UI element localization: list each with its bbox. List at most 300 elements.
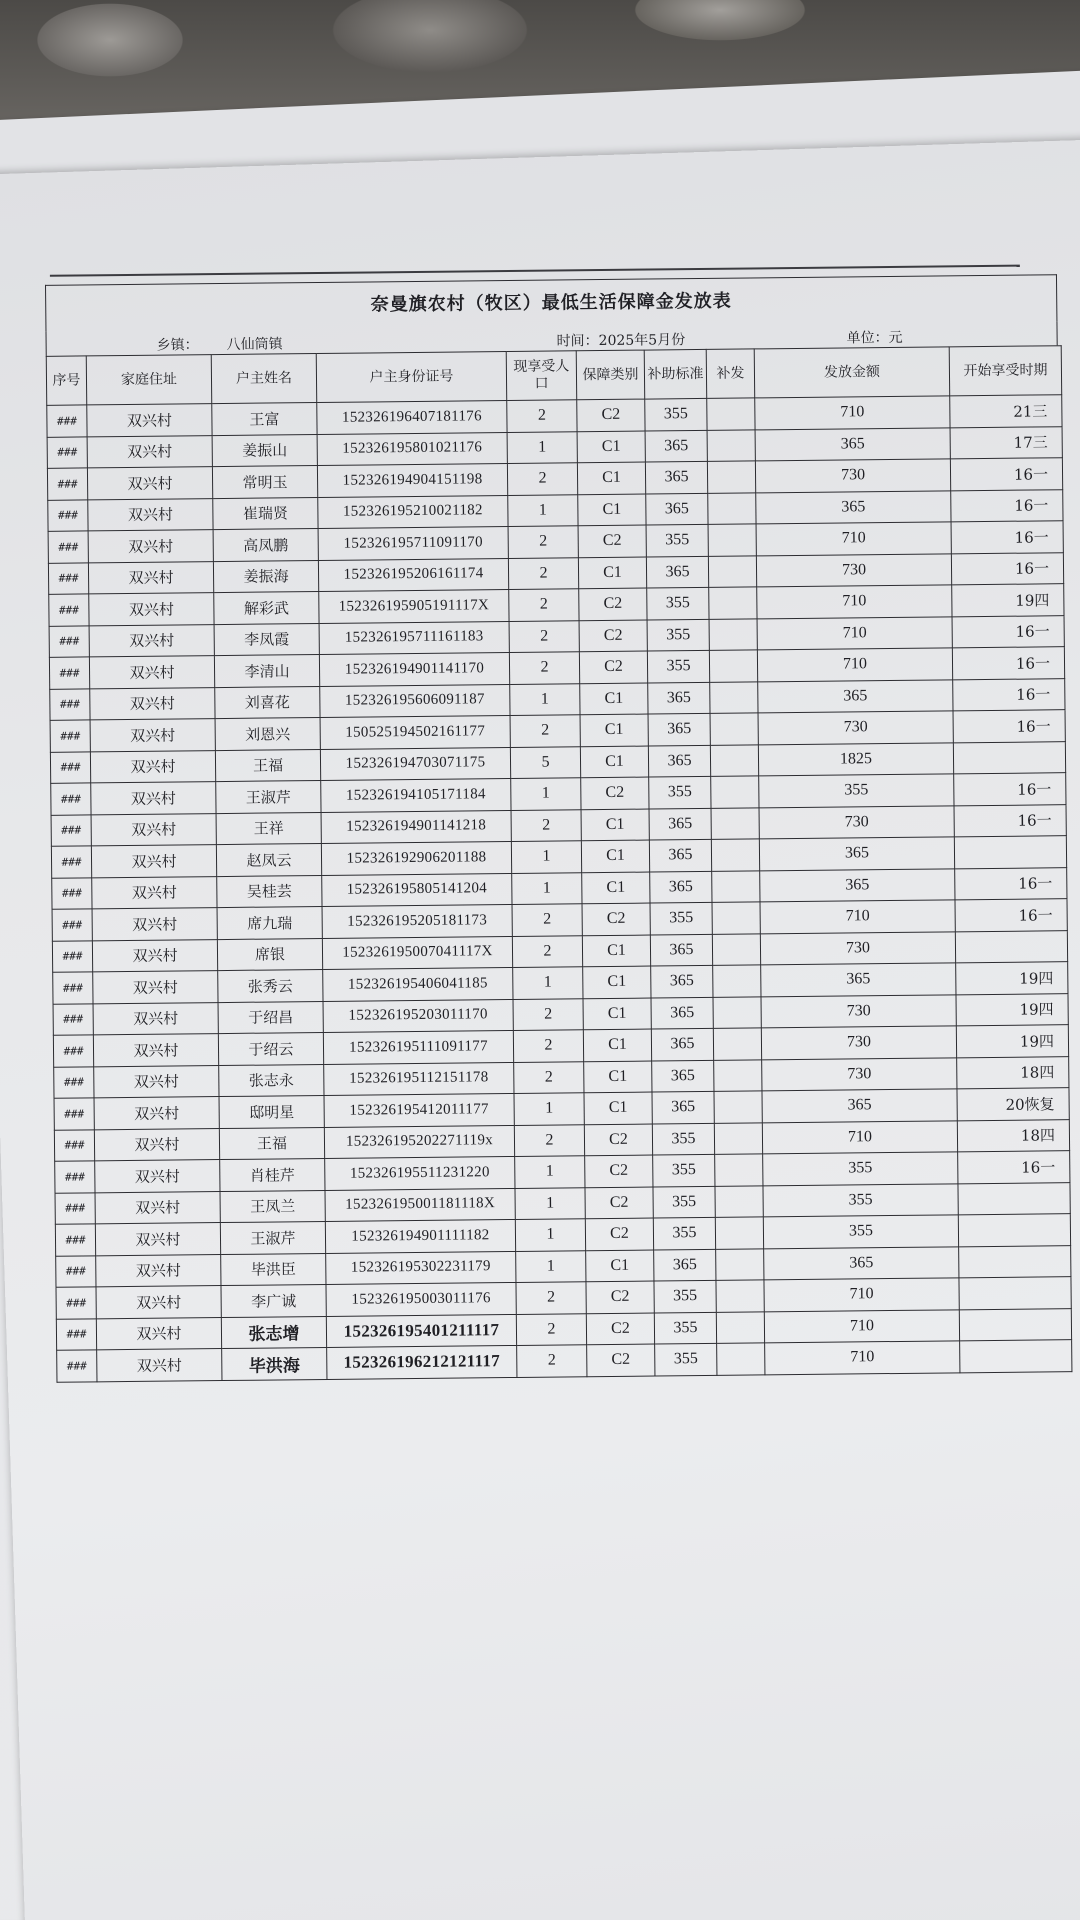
cell-standard: 355	[646, 524, 708, 556]
cell-seq: ###	[54, 1129, 94, 1161]
cell-id: 150525194502161177	[320, 715, 510, 748]
cell-seq: ###	[52, 909, 92, 941]
cell-category: C2	[585, 1155, 653, 1187]
cell-back-pay	[715, 1154, 763, 1186]
cell-start-period: 16一	[958, 1151, 1070, 1184]
cell-population: 2	[516, 1282, 586, 1314]
cell-address: 双兴村	[92, 876, 217, 909]
cell-seq: ###	[49, 594, 89, 626]
cell-address: 双兴村	[87, 467, 212, 500]
cell-standard: 365	[650, 934, 712, 966]
cell-population: 2	[508, 557, 578, 589]
cell-id: 152326195905191117X	[319, 590, 509, 623]
cell-category: C2	[586, 1281, 654, 1313]
cell-amount: 730	[760, 931, 955, 965]
cell-seq: ###	[56, 1318, 96, 1350]
header-standard: 补助标准	[644, 349, 707, 399]
cell-population: 2	[508, 526, 578, 558]
cell-name: 李凤霞	[214, 623, 319, 656]
cell-start-period: 19四	[952, 584, 1064, 617]
cell-back-pay	[709, 650, 757, 682]
cell-seq: ###	[55, 1192, 95, 1224]
cell-standard: 355	[652, 1123, 714, 1155]
cell-name: 常明玉	[212, 466, 317, 499]
cell-category: C1	[582, 872, 650, 904]
cell-amount: 710	[757, 648, 952, 682]
cell-id: 152326195206161174	[318, 558, 508, 591]
cell-id: 152326194901141218	[321, 810, 511, 843]
cell-standard: 365	[649, 839, 711, 871]
cell-amount: 355	[763, 1215, 958, 1249]
cell-start-period	[958, 1182, 1070, 1215]
cell-name: 高凤鹏	[213, 528, 318, 561]
cell-back-pay	[711, 839, 759, 871]
cell-back-pay	[710, 744, 758, 776]
cell-standard: 365	[645, 430, 707, 462]
cell-address: 双兴村	[95, 1191, 220, 1224]
cell-population: 5	[510, 746, 580, 778]
cell-address: 双兴村	[92, 908, 217, 941]
cell-category: C2	[581, 777, 649, 809]
cell-amount: 1825	[758, 742, 953, 776]
cell-category: C2	[585, 1218, 653, 1250]
cell-standard: 365	[651, 997, 713, 1029]
cell-seq: ###	[53, 1035, 93, 1067]
cell-amount: 730	[758, 711, 953, 745]
cell-name: 姜振山	[212, 434, 317, 467]
cell-start-period: 16一	[953, 710, 1065, 743]
cell-amount: 730	[759, 805, 954, 839]
cell-name: 李广诚	[221, 1284, 326, 1317]
cell-back-pay	[708, 492, 756, 524]
cell-address: 双兴村	[93, 1002, 218, 1035]
cell-name: 席银	[217, 938, 322, 971]
cell-start-period: 18四	[957, 1056, 1069, 1089]
header-start-period: 开始享受时期	[949, 346, 1062, 396]
cell-start-period	[953, 741, 1065, 774]
cell-seq: ###	[54, 1098, 94, 1130]
cell-name: 王福	[219, 1127, 324, 1160]
town-label: 乡镇：	[156, 337, 199, 354]
cell-amount: 355	[763, 1152, 958, 1186]
cell-id: 152326195007041117X	[322, 936, 512, 969]
cell-back-pay	[707, 461, 755, 493]
cell-address: 双兴村	[90, 750, 215, 783]
cell-standard: 355	[647, 650, 709, 682]
cell-seq: ###	[52, 877, 92, 909]
cell-start-period	[955, 930, 1067, 963]
cell-back-pay	[708, 524, 756, 556]
cell-standard: 355	[655, 1343, 717, 1375]
cell-seq: ###	[47, 468, 87, 500]
cell-population: 2	[514, 1061, 584, 1093]
cell-amount: 730	[755, 459, 950, 493]
unit-label: 单位：元	[846, 329, 903, 347]
cell-id: 152326195711161183	[319, 621, 509, 654]
cell-name: 王祥	[216, 812, 321, 845]
town-value: 八仙筒镇	[226, 336, 283, 353]
cell-back-pay	[717, 1343, 765, 1375]
cell-name: 邸明星	[219, 1095, 324, 1128]
cell-name: 崔瑞贤	[213, 497, 318, 530]
cell-amount: 365	[760, 868, 955, 902]
cell-back-pay	[711, 807, 759, 839]
cell-start-period: 16一	[952, 615, 1064, 648]
cell-address: 双兴村	[90, 719, 215, 752]
cell-start-period	[954, 836, 1066, 869]
subsidy-document	[30, 274, 1080, 1382]
cell-category: C2	[587, 1344, 655, 1376]
cell-amount: 730	[761, 994, 956, 1028]
cell-population: 2	[513, 1030, 583, 1062]
cell-address: 双兴村	[89, 593, 214, 626]
cell-category: C2	[577, 399, 645, 431]
cell-population: 2	[507, 463, 577, 495]
cell-back-pay	[716, 1248, 764, 1280]
cell-standard: 365	[649, 808, 711, 840]
cell-population: 2	[517, 1345, 587, 1377]
cell-address: 双兴村	[96, 1254, 221, 1287]
cell-id: 152326195112151178	[324, 1062, 514, 1095]
cell-name: 赵凤云	[216, 843, 321, 876]
cell-address: 双兴村	[94, 1097, 219, 1130]
cell-address: 双兴村	[96, 1286, 221, 1319]
cell-standard: 355	[647, 619, 709, 651]
header-population: 现享受人口	[506, 351, 577, 401]
cell-standard: 365	[651, 965, 713, 997]
cell-category: C1	[583, 966, 651, 998]
cell-address: 双兴村	[95, 1160, 220, 1193]
cell-back-pay	[714, 1091, 762, 1123]
cell-standard: 365	[654, 1249, 716, 1281]
cell-name: 于绍昌	[218, 1001, 323, 1034]
cell-category: C2	[585, 1187, 653, 1219]
cell-category: C2	[584, 1124, 652, 1156]
cell-back-pay	[711, 776, 759, 808]
cell-id: 152326195210021182	[318, 495, 508, 528]
cell-name: 张志增	[221, 1316, 326, 1349]
cell-seq: ###	[48, 562, 88, 594]
cell-id: 152326195406041185	[323, 967, 513, 1000]
cell-address: 双兴村	[93, 971, 218, 1004]
cell-address: 双兴村	[88, 561, 213, 594]
cell-category: C1	[577, 462, 645, 494]
cell-address: 双兴村	[96, 1317, 221, 1350]
cell-address: 双兴村	[94, 1128, 219, 1161]
cell-id: 152326195302231179	[326, 1251, 516, 1284]
cell-address: 双兴村	[88, 530, 213, 563]
cell-standard: 365	[650, 871, 712, 903]
cell-id: 152326195711091170	[318, 527, 508, 560]
cell-start-period: 16一	[951, 521, 1063, 554]
cell-name: 王福	[215, 749, 320, 782]
cell-population: 1	[510, 683, 580, 715]
cell-id: 152326194901111182	[325, 1219, 515, 1252]
cell-id: 152326195202271119x	[324, 1125, 514, 1158]
cell-id: 152326194703071175	[320, 747, 510, 780]
cell-name: 席九瑞	[217, 906, 322, 939]
cell-seq: ###	[50, 688, 90, 720]
cell-start-period: 16一	[951, 489, 1063, 522]
cell-amount: 365	[756, 490, 951, 524]
cell-id: 152326194901141170	[319, 653, 509, 686]
cell-seq: ###	[55, 1224, 95, 1256]
cell-category: C1	[583, 1029, 651, 1061]
cell-seq: ###	[57, 1350, 97, 1382]
cell-id: 152326195801021176	[317, 432, 507, 465]
cell-back-pay	[707, 398, 755, 430]
cell-category: C2	[579, 651, 647, 683]
cell-address: 双兴村	[88, 498, 213, 531]
header-id: 户主身份证号	[316, 352, 507, 403]
cell-start-period	[959, 1277, 1071, 1310]
cell-standard: 355	[649, 776, 711, 808]
cell-population: 1	[508, 494, 578, 526]
cell-standard: 355	[650, 902, 712, 934]
cell-seq: ###	[47, 436, 87, 468]
cell-address: 双兴村	[91, 813, 216, 846]
cell-amount: 730	[762, 1057, 957, 1091]
cell-amount: 710	[764, 1309, 959, 1343]
cell-start-period: 18四	[957, 1119, 1069, 1152]
cell-amount: 365	[759, 837, 954, 871]
cell-back-pay	[708, 555, 756, 587]
cell-name: 刘恩兴	[215, 717, 320, 750]
cell-back-pay	[709, 618, 757, 650]
cell-category: C1	[586, 1250, 654, 1282]
cell-standard: 355	[654, 1280, 716, 1312]
cell-start-period: 16一	[954, 804, 1066, 837]
cell-name: 王凤兰	[220, 1190, 325, 1223]
cell-category: C2	[579, 588, 647, 620]
cell-id: 152326195203011170	[323, 999, 513, 1032]
cell-amount: 730	[756, 553, 951, 587]
cell-category: C1	[580, 683, 648, 715]
cell-category: C1	[584, 1092, 652, 1124]
cell-standard: 355	[653, 1186, 715, 1218]
cell-address: 双兴村	[89, 624, 214, 657]
cell-address: 双兴村	[97, 1349, 222, 1382]
header-name: 户主姓名	[211, 354, 317, 404]
cell-seq: ###	[47, 405, 87, 437]
cell-name: 张志永	[219, 1064, 324, 1097]
cell-name: 毕洪海	[222, 1347, 327, 1380]
cell-population: 1	[511, 778, 581, 810]
cell-id: 152326195606091187	[320, 684, 510, 717]
cell-amount: 355	[763, 1183, 958, 1217]
cell-category: C1	[577, 431, 645, 463]
cell-id: 152326195401211117	[326, 1314, 516, 1347]
cell-standard: 365	[651, 1028, 713, 1060]
cell-population: 2	[509, 589, 579, 621]
cell-start-period: 16一	[952, 647, 1064, 680]
cell-amount: 365	[755, 427, 950, 461]
cell-back-pay	[713, 965, 761, 997]
cell-amount: 365	[761, 963, 956, 997]
cell-name: 李清山	[214, 654, 319, 687]
cell-address: 双兴村	[95, 1223, 220, 1256]
cell-back-pay	[712, 870, 760, 902]
cell-category: C1	[581, 809, 649, 841]
cell-population: 1	[516, 1250, 586, 1282]
cell-id: 152326195205181173	[322, 904, 512, 937]
cell-name: 姜振海	[213, 560, 318, 593]
cell-name: 王淑芹	[220, 1221, 325, 1254]
cell-id: 152326194105171184	[321, 778, 511, 811]
cell-standard: 365	[648, 713, 710, 745]
cell-population: 2	[516, 1313, 586, 1345]
cell-amount: 710	[757, 585, 952, 619]
cell-name: 吴桂芸	[217, 875, 322, 908]
cell-address: 双兴村	[94, 1065, 219, 1098]
cell-category: C1	[580, 714, 648, 746]
cell-name: 于绍云	[218, 1032, 323, 1065]
cell-population: 2	[507, 400, 577, 432]
cell-back-pay	[714, 1122, 762, 1154]
cell-population: 2	[512, 904, 582, 936]
cell-amount: 355	[759, 774, 954, 808]
cell-population: 2	[513, 998, 583, 1030]
cell-amount: 365	[758, 679, 953, 713]
cell-seq: ###	[51, 783, 91, 815]
cell-seq: ###	[56, 1287, 96, 1319]
cell-population: 2	[509, 620, 579, 652]
cell-back-pay	[715, 1185, 763, 1217]
cell-seq: ###	[48, 531, 88, 563]
cell-seq: ###	[48, 499, 88, 531]
cell-population: 2	[514, 1124, 584, 1156]
cell-seq: ###	[51, 846, 91, 878]
cell-id: 152326195111091177	[323, 1030, 513, 1063]
header-address: 家庭住址	[86, 355, 212, 405]
cell-address: 双兴村	[90, 687, 215, 720]
cell-amount: 710	[755, 396, 950, 430]
cell-category: C2	[586, 1313, 654, 1345]
cell-amount: 365	[764, 1246, 959, 1280]
cell-back-pay	[713, 996, 761, 1028]
cell-standard: 365	[652, 1060, 714, 1092]
cell-amount: 710	[765, 1341, 960, 1375]
cell-standard: 365	[648, 682, 710, 714]
cell-population: 1	[507, 431, 577, 463]
cell-name: 解彩武	[214, 591, 319, 624]
cell-category: C1	[581, 840, 649, 872]
cell-category: C1	[584, 1061, 652, 1093]
cell-category: C1	[583, 998, 651, 1030]
cell-seq: ###	[56, 1255, 96, 1287]
cell-name: 张秀云	[218, 969, 323, 1002]
cell-name: 王淑芹	[216, 780, 321, 813]
cell-start-period	[959, 1308, 1071, 1341]
cell-start-period: 16一	[953, 678, 1065, 711]
cell-amount: 710	[764, 1278, 959, 1312]
cell-back-pay	[710, 681, 758, 713]
cell-category: C1	[578, 557, 646, 589]
cell-standard: 355	[653, 1154, 715, 1186]
cell-id: 152326194904151198	[317, 464, 507, 497]
cell-population: 1	[513, 967, 583, 999]
cell-standard: 365	[646, 493, 708, 525]
cell-address: 双兴村	[87, 435, 212, 468]
cell-back-pay	[710, 713, 758, 745]
cell-address: 双兴村	[87, 404, 212, 437]
cell-back-pay	[715, 1217, 763, 1249]
cell-start-period	[959, 1245, 1071, 1278]
cell-start-period: 16一	[954, 773, 1066, 806]
cell-back-pay	[709, 587, 757, 619]
cell-back-pay	[713, 1028, 761, 1060]
cell-standard: 355	[653, 1217, 715, 1249]
document-title: 奈曼旗农村（牧区）最低生活保障金发放表	[45, 274, 1057, 332]
cell-back-pay	[712, 933, 760, 965]
cell-address: 双兴村	[93, 1034, 218, 1067]
cell-population: 1	[515, 1187, 585, 1219]
cell-start-period: 19四	[956, 1025, 1068, 1058]
cell-id: 152326195001181118X	[325, 1188, 515, 1221]
cell-id: 152326195511231220	[325, 1156, 515, 1189]
cell-seq: ###	[53, 1003, 93, 1035]
cell-population: 1	[512, 872, 582, 904]
cell-amount: 710	[762, 1120, 957, 1154]
cell-id: 152326195805141204	[322, 873, 512, 906]
cell-category: C1	[580, 746, 648, 778]
cell-amount: 710	[757, 616, 952, 650]
cell-id: 152326195412011177	[324, 1093, 514, 1126]
cell-amount: 730	[761, 1026, 956, 1060]
cell-address: 双兴村	[92, 939, 217, 972]
cell-seq: ###	[52, 940, 92, 972]
cell-name: 毕洪臣	[221, 1253, 326, 1286]
cell-population: 2	[512, 935, 582, 967]
cell-back-pay	[707, 429, 755, 461]
cell-population: 2	[510, 715, 580, 747]
cell-start-period: 16一	[955, 867, 1067, 900]
cell-start-period: 21三	[950, 395, 1062, 428]
cell-id: 152326196407181176	[317, 401, 507, 434]
cell-population: 2	[509, 652, 579, 684]
cell-category: C1	[578, 494, 646, 526]
cell-seq: ###	[49, 657, 89, 689]
header-seq: 序号	[46, 356, 87, 405]
cell-name: 王富	[212, 403, 317, 436]
cell-id: 152326195003011176	[326, 1282, 516, 1315]
cell-population: 1	[515, 1156, 585, 1188]
cell-address: 双兴村	[91, 845, 216, 878]
cell-id: 152326196212121117	[327, 1345, 517, 1378]
cell-amount: 710	[756, 522, 951, 556]
header-amount: 发放金额	[754, 347, 950, 398]
cell-population: 2	[511, 809, 581, 841]
cell-standard: 355	[647, 587, 709, 619]
cell-seq: ###	[55, 1161, 95, 1193]
cell-seq: ###	[50, 751, 90, 783]
cell-standard: 365	[648, 745, 710, 777]
cell-start-period: 19四	[956, 962, 1068, 995]
cell-back-pay	[716, 1280, 764, 1312]
cell-start-period: 16一	[951, 552, 1063, 585]
cell-address: 双兴村	[89, 656, 214, 689]
cell-start-period: 17三	[950, 426, 1062, 459]
date-label: 时间：2025年5月份	[556, 332, 686, 350]
cell-category: C2	[582, 903, 650, 935]
cell-start-period: 19四	[956, 993, 1068, 1026]
header-back-pay: 补发	[706, 349, 755, 398]
cell-address: 双兴村	[91, 782, 216, 815]
cell-seq: ###	[50, 720, 90, 752]
cell-start-period	[960, 1340, 1072, 1373]
cell-standard: 355	[645, 398, 707, 430]
cell-population: 1	[511, 841, 581, 873]
